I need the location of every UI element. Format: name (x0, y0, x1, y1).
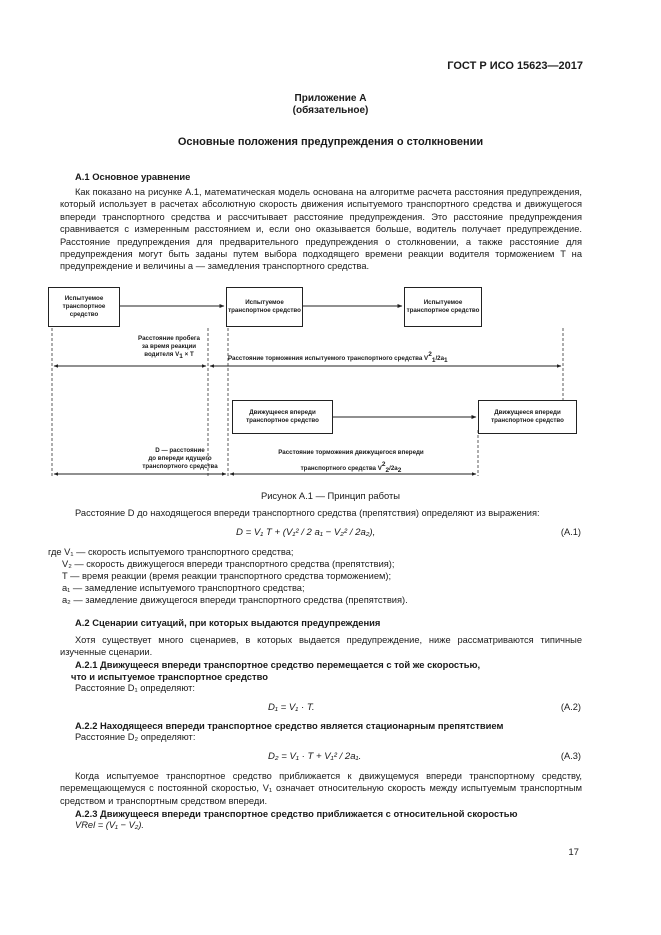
a23-text: VRel = (V₁ − V₂). (75, 820, 144, 830)
label-distance-d: D — расстояние до впереди идущего транспортного средства (142, 447, 218, 470)
a22-paragraph: Когда испытуемое транспортное средство приближается к движущемуся впереди транспортному средству, перемещающемуся с постоянной скоростью, V₁ означает относительную скорость между испытуемым транспортным средством и транспортным средством впереди. (60, 771, 582, 806)
appendix-status: (обязательное) (292, 105, 369, 116)
formula-a1-number: (А.1) (560, 527, 581, 537)
a21-heading-line2: что и испытуемое транспортное средство (71, 671, 268, 682)
a2-heading: А.2 Сценарии ситуаций, при которых выдаются предупреждения (75, 617, 381, 628)
box-leading-vehicle-2: Движущееся впереди транспортное средство (478, 400, 577, 434)
where-a1: a₁ — замедление испытуемого транспортного средства; (62, 583, 305, 593)
formula-a1: D = V₁ T + (V₁² / 2 a₁ − V₂² / 2a₂), (236, 527, 376, 538)
box-subject-vehicle-2: Испытуемое транспортное средство (226, 287, 303, 327)
where-a2: a₂ — замедление движущегося впереди транспортного средства (препятствия). (62, 595, 408, 605)
a1-paragraph: Как показано на рисунке А.1, математическая модель основана на алгоритме расчета расстояния предупреждения, который использует в расчетах абсолютную скорость движения испытуемого транспортного средства и движущегося впереди транспортного средства и рассчитывает расстояние предупреждения. Это расстояние предупреждения сравнивается с измеренным расстоянием и, если оно оказывается больше, водитель получает предупреждение. Расстояние предупреждения для предварительного предупреждения о столкновении, а также расстояние для предупреждения могут быть заданы путем выбора подходящего времени реакции водителя торможением T на предупреждение и величины a — замедления транспортного средства. (60, 187, 582, 272)
figure-caption: Рисунок А.1 — Принцип работы (260, 490, 401, 501)
a22-text: Расстояние D₂ определяют: (75, 732, 196, 742)
where-v1: где V₁ — скорость испытуемого транспортного средства; (48, 547, 294, 557)
a21-heading-line1: А.2.1 Движущееся впереди транспортное средство перемещается с той же скоростью, (75, 659, 481, 670)
formula-a3: D₂ = V₁ · T + V₁² / 2a₁. (268, 751, 362, 762)
box-subject-vehicle-1: Испытуемое транспортное средство (48, 287, 120, 327)
a1-heading: А.1 Основное уравнение (75, 171, 191, 182)
formula-a2: D₁ = V₁ · T. (268, 702, 315, 713)
box-subject-vehicle-3: Испытуемое транспортное средство (404, 287, 482, 327)
a2-paragraph: Хотя существует много сценариев, в которых выдается предупреждение, ниже рассматриваются типичные изученные сценарии. (60, 635, 582, 658)
a22-heading: А.2.2 Находящееся впереди транспортное средство является стационарным препятствием (75, 720, 504, 731)
section-title: Основные положения предупреждения о столкновении (177, 136, 484, 148)
distance-intro: Расстояние D до находящегося впереди транспортного средства (препятствия) определяют из выражения: (75, 508, 540, 518)
formula-a2-number: (А.2) (560, 702, 581, 712)
a21-text: Расстояние D₁ определяют: (75, 683, 195, 693)
page-number: 17 (568, 847, 579, 858)
label-braking-subject: Расстояние торможения испытуемого транспортного средства V21/2a1 (228, 351, 448, 364)
where-v2: V₂ — скорость движущегося впереди транспортного средства (препятствия); (62, 559, 395, 569)
where-t: T — время реакции (время реакции транспортного средства торможением); (62, 571, 392, 581)
box-leading-vehicle-1: Движущееся впереди транспортное средство (232, 400, 333, 434)
label-braking-leading: Расстояние торможения движущегося впереди транспортного средства V22/2a2 (278, 449, 424, 474)
a23-heading: А.2.3 Движущееся впереди транспортное средство приближается с относительной скоростью (75, 808, 518, 819)
document-id: ГОСТ Р ИСО 15623—2017 (447, 60, 583, 72)
appendix-title: Приложение А (294, 93, 367, 104)
label-reaction-distance: Расстояние пробега за время реакции водителя V1 × T (138, 335, 200, 360)
formula-a3-number: (А.3) (560, 751, 581, 761)
